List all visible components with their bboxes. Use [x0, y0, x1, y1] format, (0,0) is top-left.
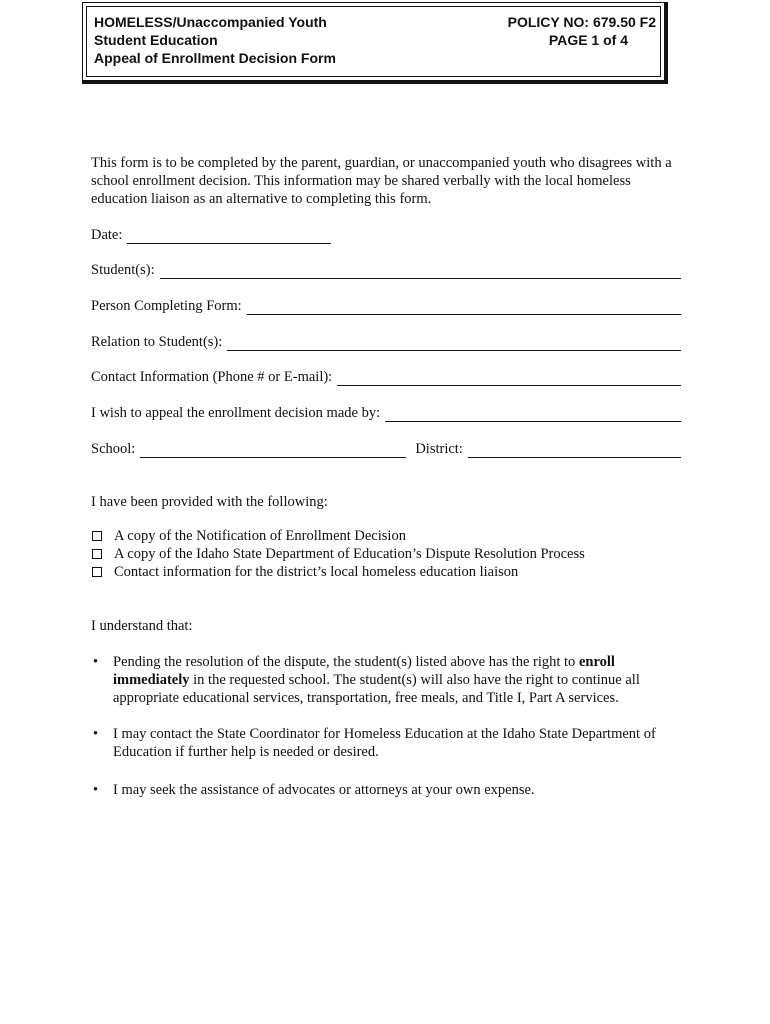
school-field[interactable]: [140, 444, 406, 458]
header-box: [82, 2, 668, 84]
intro-paragraph: This form is to be completed by the parent, guardian, or unaccompanied youth who disagrees with a school enrollment decision. This information may be shared verbally with the local homeless education liaison as an alternative to completing this form.: [91, 155, 672, 207]
appeal-by-field[interactable]: [385, 408, 681, 422]
appeal-by-label: I wish to appeal the enrollment decision made by:: [91, 405, 381, 421]
understand-bullet-2: [91, 725, 681, 761]
page-number: PAGE 1 of 4: [548, 32, 628, 48]
person-completing-field[interactable]: [247, 301, 681, 315]
date-label: Date:: [91, 227, 123, 243]
form-title-line3: Appeal of Enrollment Decision Form: [94, 50, 336, 66]
checklist-item-label: A copy of the Idaho State Department of Education’s Dispute Resolution Process: [114, 546, 585, 562]
date-row: [91, 226, 331, 244]
bullet-icon: •: [93, 782, 99, 798]
provided-title: I have been provided with the following:: [91, 494, 328, 510]
checklist-item: [91, 527, 681, 545]
checkbox-liaison-contact[interactable]: [92, 567, 102, 577]
contact-label: Contact Information (Phone # or E-mail):: [91, 369, 333, 385]
policy-number: POLICY NO: 679.50 F2: [507, 14, 656, 30]
students-row: [91, 261, 681, 279]
checklist-item-label: A copy of the Notification of Enrollment Decision: [114, 528, 406, 544]
policy-info: [508, 13, 656, 49]
checkbox-dispute-process[interactable]: [92, 549, 102, 559]
understand-bullet-1: [91, 653, 681, 707]
list-item: [91, 653, 681, 707]
bullet-text-2: I may contact the State Coordinator for Homeless Education at the Idaho State Department of Education if further help is needed or desired.: [113, 726, 656, 760]
appeal-by-row: [91, 404, 681, 422]
bullet-text-1a: Pending the resolution of the dispute, the student(s) listed above has the right to: [113, 654, 579, 670]
school-district-row: [91, 440, 681, 458]
students-label: Student(s):: [91, 262, 155, 278]
checklist-item-label: Contact information for the district’s local homeless education liaison: [114, 564, 519, 580]
checklist-item: [91, 545, 681, 563]
person-completing-label: Person Completing Form:: [91, 298, 242, 314]
relation-field[interactable]: [227, 337, 681, 351]
list-item: [91, 781, 681, 799]
bullet-text-1b: in the requested school. The student(s) will also have the right to continue all appropriate educational services, transportation, free meals, and Title I, Part A services.: [113, 672, 640, 706]
district-label: District:: [415, 441, 463, 457]
form-title: [94, 13, 336, 67]
understand-title: I understand that:: [91, 618, 193, 634]
school-label: School:: [91, 441, 136, 457]
checklist-item: [91, 563, 681, 581]
district-field[interactable]: [468, 444, 681, 458]
bullet-icon: •: [93, 726, 99, 742]
form-title-line1: HOMELESS/Unaccompanied Youth: [94, 14, 327, 30]
checkbox-notification[interactable]: [92, 531, 102, 541]
bullet-icon: •: [93, 654, 99, 670]
person-completing-row: [91, 297, 681, 315]
contact-row: [91, 368, 681, 386]
bullet-text-3: I may seek the assistance of advocates or attorneys at your own expense.: [113, 782, 535, 798]
provided-checklist: [91, 527, 681, 581]
date-field[interactable]: [127, 230, 331, 244]
bullet-text-1-bold: enroll immediately: [113, 654, 615, 688]
relation-row: [91, 333, 681, 351]
understand-bullet-3: [91, 781, 681, 799]
contact-field[interactable]: [337, 372, 681, 386]
students-field[interactable]: [160, 265, 681, 279]
list-item: [91, 725, 681, 761]
form-title-line2: Student Education: [94, 32, 218, 48]
relation-label: Relation to Student(s):: [91, 334, 223, 350]
